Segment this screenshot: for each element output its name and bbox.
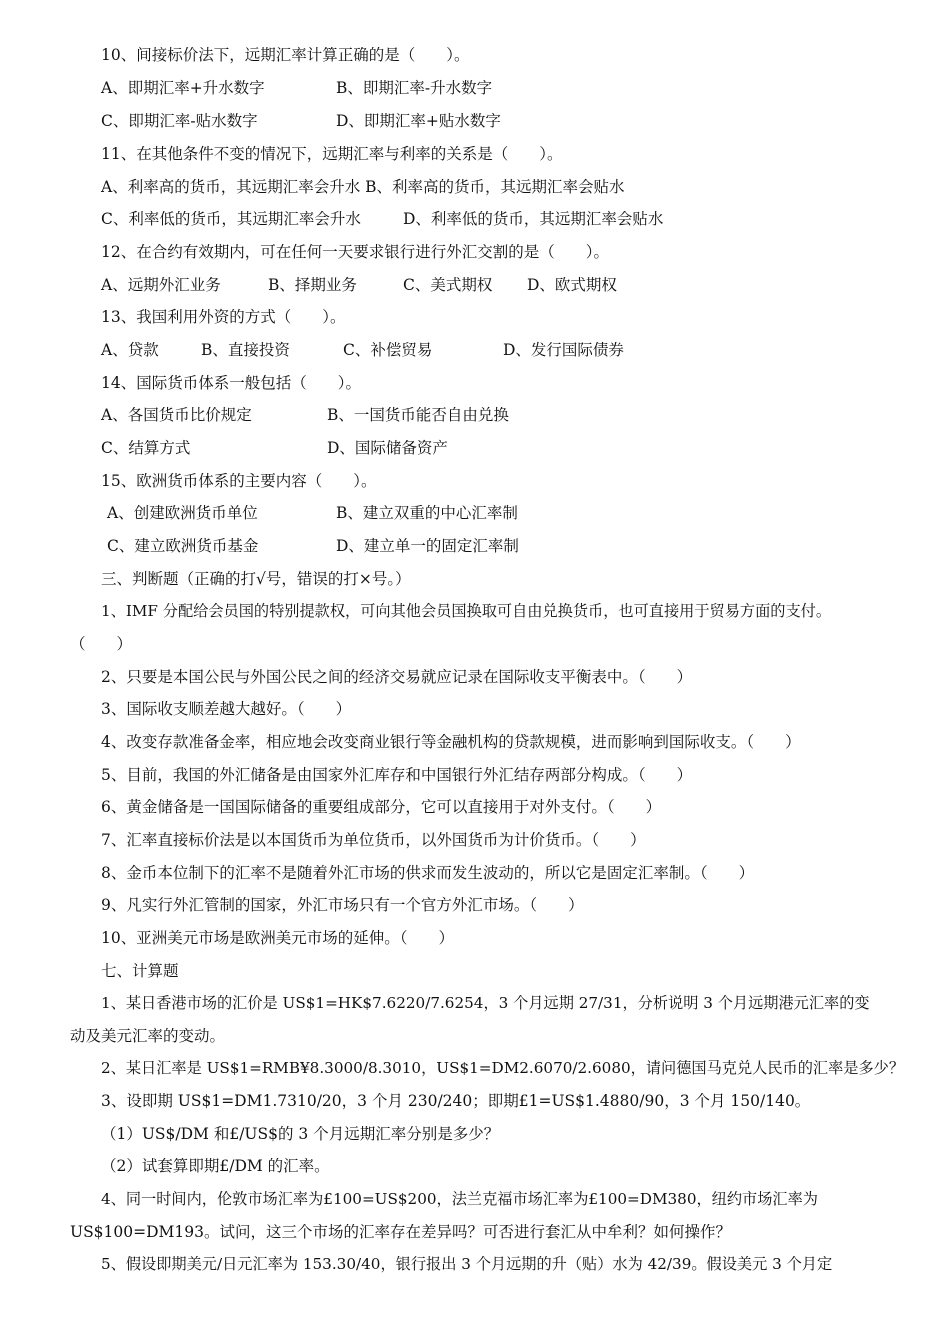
calc-question-cont: US$100=DM193。试问，这三个市场的汇率存在差异吗？可否进行套汇从中牟利？如何操作？: [70, 1223, 732, 1241]
option-d: D、国际储备资产: [327, 439, 448, 457]
tf-question: 5、目前，我国的外汇储备是由国家外汇库存和中国银行外汇结存两部分构成。（ ）: [101, 766, 693, 784]
option-c: C、即期汇率-贴水数字: [101, 112, 258, 130]
option-c: C、美式期权: [403, 276, 493, 294]
tf-question: 9、凡实行外汇管制的国家，外汇市场只有一个官方外汇市场。（ ）: [101, 896, 584, 914]
calc-question: 5、假设即期美元/日元汇率为 153.30/40，银行报出 3 个月远期的升（贴）水为 42/39。假设美元 3 个月定: [101, 1255, 833, 1273]
calc-subquestion: （1）US$/DM 和£/US$的 3 个月远期汇率分别是多少？: [101, 1125, 500, 1143]
option-d: D、即期汇率+贴水数字: [336, 112, 501, 130]
tf-question: 7、汇率直接标价法是以本国货币为单位货币，以外国货币为计价货币。（ ）: [101, 831, 646, 849]
tf-question: 3、国际收支顺差越大越好。（ ）: [101, 700, 352, 718]
option-a: A、创建欧洲货币单位: [107, 504, 258, 522]
option-b: B、直接投资: [201, 341, 290, 359]
option-b: B、即期汇率-升水数字: [336, 79, 493, 97]
tf-question: 6、黄金储备是一国国际储备的重要组成部分，它可以直接用于对外支付。（ ）: [101, 798, 662, 816]
option-d: D、发行国际债券: [503, 341, 624, 359]
tf-question: 8、金币本位制下的汇率不是随着外汇市场的供求而发生波动的，所以它是固定汇率制。（ ）: [101, 864, 755, 882]
calc-subquestion: （2）试套算即期£/DM 的汇率。: [101, 1157, 330, 1175]
option-c: C、利率低的货币，其远期汇率会升水: [101, 210, 361, 228]
tf-question: 2、只要是本国公民与外国公民之间的经济交易就应记录在国际收支平衡表中。（ ）: [101, 668, 693, 686]
calc-question: 1、某日香港市场的汇价是 US$1=HK$7.6220/7.6254，3 个月远期 27/31，分析说明 3 个月远期港元汇率的变: [101, 994, 870, 1012]
tf-question-blank: （ ）: [70, 635, 133, 653]
option-b: B、择期业务: [268, 276, 357, 294]
option-c: C、结算方式: [101, 439, 191, 457]
tf-question: 10、亚洲美元市场是欧洲美元市场的延伸。（ ）: [101, 929, 454, 947]
tf-question: 4、改变存款准备金率，相应地会改变商业银行等金融机构的贷款规模，进而影响到国际收支。（ ）: [101, 733, 801, 751]
question-stem: 13、我国利用外资的方式（ ）。: [101, 308, 346, 326]
option-b: B、建立双重的中心汇率制: [336, 504, 518, 522]
question-stem: 14、国际货币体系一般包括（ ）。: [101, 374, 361, 392]
calc-question: 2、某日汇率是 US$1=RMB¥8.3000/8.3010，US$1=DM2.6070/2.6080，请问德国马克兑人民币的汇率是多少？: [101, 1059, 905, 1077]
question-stem: 10、间接标价法下，远期汇率计算正确的是（ ）。: [101, 46, 470, 64]
option-c: C、补偿贸易: [343, 341, 433, 359]
question-stem: 15、欧洲货币体系的主要内容（ ）。: [101, 472, 377, 490]
option-d: D、利率低的货币，其远期汇率会贴水: [403, 210, 664, 228]
calc-question: 3、设即期 US$1=DM1.7310/20，3 个月 230/240；即期£1=US$1.4880/90，3 个月 150/140。: [101, 1092, 811, 1110]
option-a: A、远期外汇业务: [101, 276, 221, 294]
option-d: D、欧式期权: [527, 276, 617, 294]
calc-question-cont: 动及美元汇率的变动。: [70, 1027, 226, 1045]
option-c: C、建立欧洲货币基金: [107, 537, 259, 555]
option-a: A、各国货币比价规定: [101, 406, 252, 424]
section-heading: 七、计算题: [101, 962, 179, 980]
question-stem: 12、在合约有效期内，可在任何一天要求银行进行外汇交割的是（ ）。: [101, 243, 609, 261]
option-ab: A、利率高的货币，其远期汇率会升水 B、利率高的货币，其远期汇率会贴水: [101, 178, 625, 196]
option-b: B、一国货币能否自由兑换: [327, 406, 509, 424]
calc-question: 4、同一时间内，伦敦市场汇率为£100=US$200，法兰克福市场汇率为£100=DM380，纽约市场汇率为: [101, 1190, 818, 1208]
option-d: D、建立单一的固定汇率制: [336, 537, 519, 555]
question-stem: 11、在其他条件不变的情况下，远期汇率与利率的关系是（ ）。: [101, 145, 563, 163]
section-heading: 三、判断题（正确的打√号，错误的打×号。）: [101, 570, 411, 588]
option-a: A、贷款: [101, 341, 159, 359]
tf-question: 1、IMF 分配给会员国的特别提款权，可向其他会员国换取可自由兑换货币，也可直接用于贸易方面的支付。: [101, 602, 832, 620]
option-a: A、即期汇率+升水数字: [101, 79, 265, 97]
